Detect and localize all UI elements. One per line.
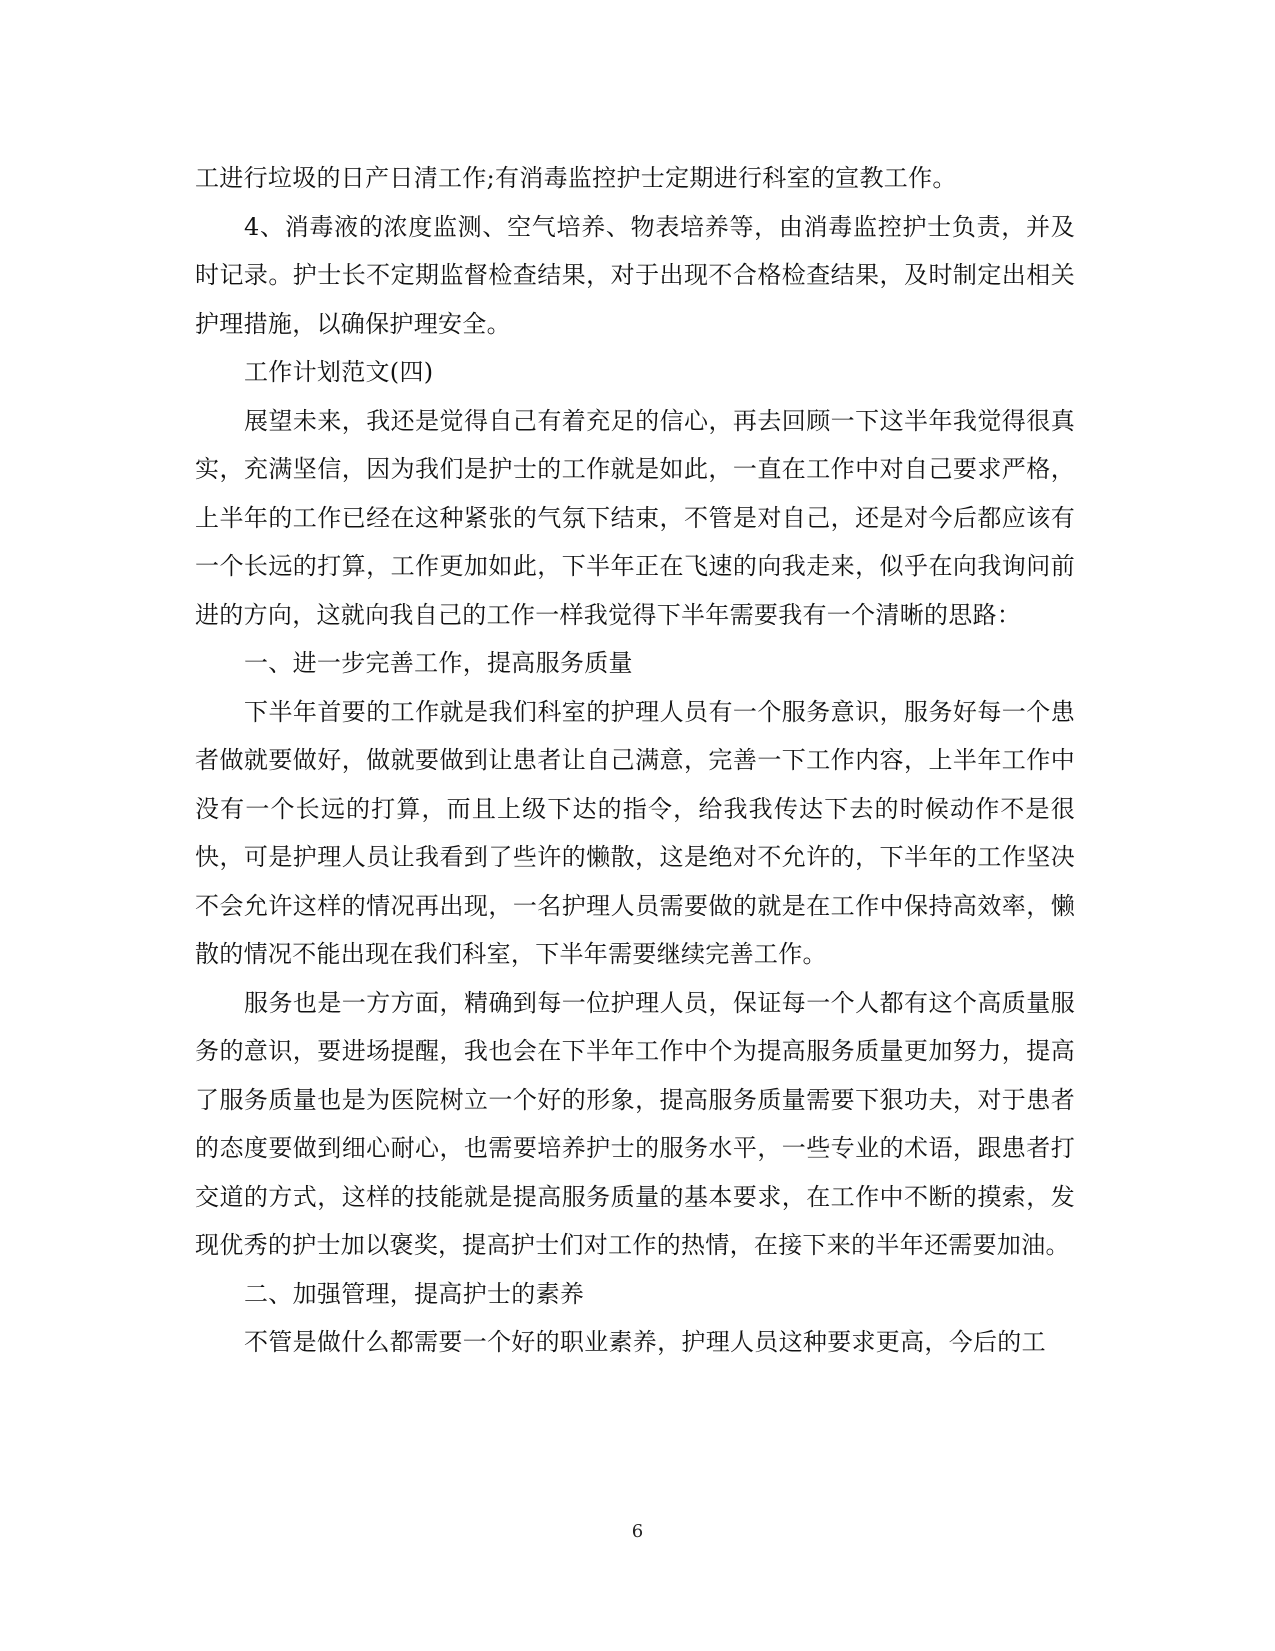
- paragraph-service-quality: 服务也是一方方面，精确到每一位护理人员，保证每一个人都有这个高质量服务的意识，要进场提醒，我也会在下半年工作中个为提高服务质量更加努力，提高了服务质量也是为医院树立一个好的形象，提高服务质量需要下狠功夫，对于患者的态度要做到细心耐心，也需要培养护士的服务水平，一些专业的术语，跟患者打交道的方式，这样的技能就是提高服务质量的基本要求，在工作中不断的摸索，发现优秀的护士加以褒奖，提高护士们对工作的热情，在接下来的半年还需要加油。: [195, 988, 1075, 1259]
- paragraph-professional-quality: 不管是做什么都需要一个好的职业素养，护理人员这种要求更高，今后的工: [244, 1328, 1046, 1356]
- heading-improve-service-quality: 一、进一步完善工作，提高服务质量: [244, 649, 633, 677]
- document-body: [195, 154, 1075, 1367]
- paragraph-continuation: 工进行垃圾的日产日清工作;有消毒监控护士定期进行科室的宣教工作。: [195, 164, 957, 192]
- page-number: 6: [631, 1521, 644, 1542]
- section-title-work-plan-4: 工作计划范文(四): [244, 358, 434, 386]
- paragraph-outlook: 展望未来，我还是觉得自己有着充足的信心，再去回顾一下这半年我觉得很真实，充满坚信，因为我们是护士的工作就是如此，一直在工作中对自己要求严格，上半年的工作已经在这种紧张的气氛下结束，不管是对自己，还是对今后都应该有一个长远的打算，工作更加如此，下半年正在飞速的向我走来，似乎在向我询问前进的方向，这就向我自己的工作一样我觉得下半年需要我有一个清晰的思路：: [195, 406, 1075, 629]
- paragraph-disinfection-monitoring: 4、消毒液的浓度监测、空气培养、物表培养等，由消毒监控护士负责，并及时记录。护士长不定期监督检查结果，对于出现不合格检查结果，及时制定出相关护理措施，以确保护理安全。: [195, 212, 1075, 338]
- paragraph-service-awareness: 下半年首要的工作就是我们科室的护理人员有一个服务意识，服务好每一个患者做就要做好，做就要做到让患者让自己满意，完善一下工作内容，上半年工作中没有一个长远的打算，而且上级下达的指令，给我我传达下去的时候动作不是很快，可是护理人员让我看到了些许的懒散，这是绝对不允许的，下半年的工作坚决不会允许这样的情况再出现，一名护理人员需要做的就是在工作中保持高效率，懒散的情况不能出现在我们科室，下半年需要继续完善工作。: [195, 697, 1075, 968]
- heading-strengthen-management: 二、加强管理，提高护士的素养: [244, 1279, 585, 1308]
